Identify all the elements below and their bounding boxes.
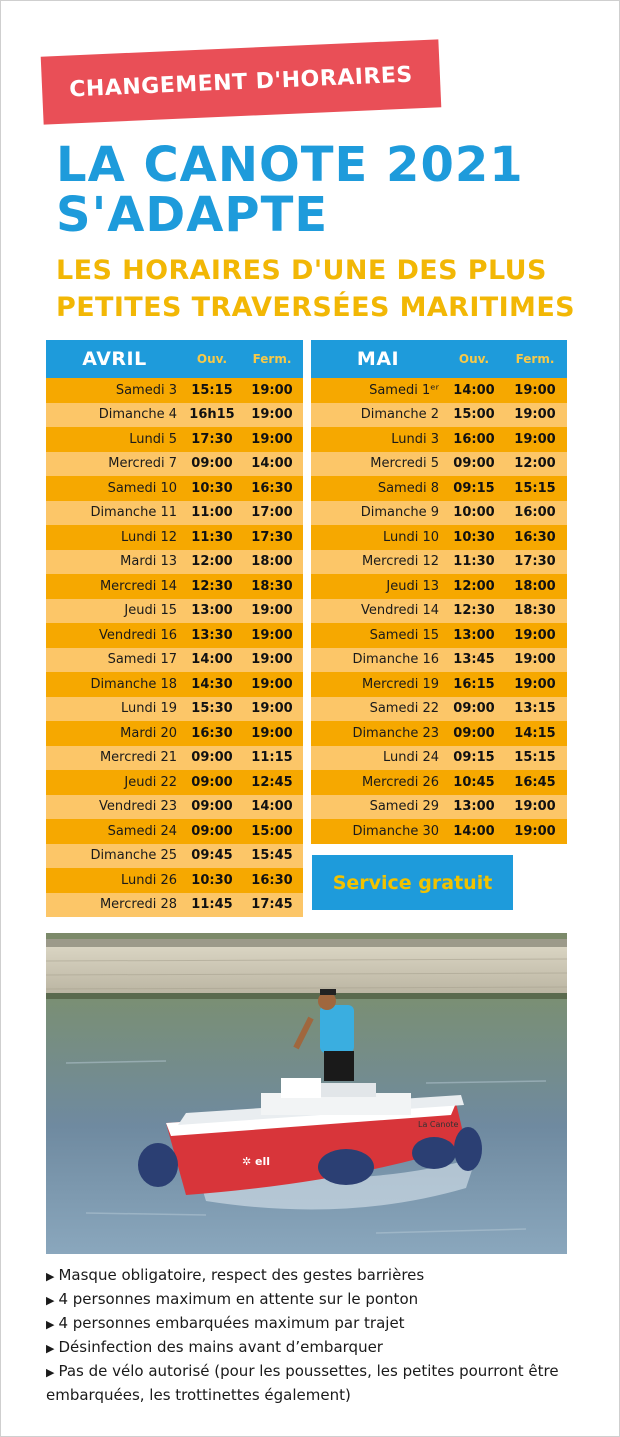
page-subtitle bbox=[56, 252, 616, 326]
opening-time-cell: 14:00 bbox=[183, 648, 241, 673]
schedule-row bbox=[311, 574, 567, 599]
closing-time-cell: 17:30 bbox=[503, 550, 567, 575]
title-line-1: LA CANOTE 2021 bbox=[56, 137, 524, 193]
day-cell: Vendredi 14 bbox=[311, 599, 445, 624]
schedule-row bbox=[46, 476, 303, 501]
schedule-row bbox=[311, 795, 567, 820]
schedule-row bbox=[311, 623, 567, 648]
closing-time-cell: 12:00 bbox=[503, 452, 567, 477]
rule-item bbox=[46, 1312, 606, 1336]
service-gratuit-badge: Service gratuit bbox=[312, 855, 513, 910]
opening-time-cell: 16h15 bbox=[183, 403, 241, 428]
day-cell: Jeudi 22 bbox=[46, 770, 183, 795]
schedule-row bbox=[46, 746, 303, 771]
day-cell: Mercredi 5 bbox=[311, 452, 445, 477]
opening-time-cell: 09:00 bbox=[183, 795, 241, 820]
closing-time-cell: 18:30 bbox=[241, 574, 303, 599]
schedule-row bbox=[311, 378, 567, 403]
schedule-row bbox=[46, 648, 303, 673]
closing-time-cell: 19:00 bbox=[241, 427, 303, 452]
day-cell: Samedi 8 bbox=[311, 476, 445, 501]
day-cell: Vendredi 23 bbox=[46, 795, 183, 820]
opening-time-cell: 13:00 bbox=[183, 599, 241, 624]
day-cell: Mercredi 14 bbox=[46, 574, 183, 599]
opening-time-cell: 10:30 bbox=[183, 868, 241, 893]
schedule-row bbox=[311, 501, 567, 526]
day-cell: Mercredi 26 bbox=[311, 770, 445, 795]
closing-time-cell: 19:00 bbox=[241, 378, 303, 403]
day-cell: Jeudi 13 bbox=[311, 574, 445, 599]
subtitle-line-1: LES HORAIRES D'UNE DES PLUS bbox=[56, 255, 547, 286]
day-cell: Dimanche 30 bbox=[311, 819, 445, 844]
opening-time-cell: 09:00 bbox=[445, 452, 503, 477]
day-cell: Lundi 26 bbox=[46, 868, 183, 893]
closing-time-cell: 15:45 bbox=[241, 844, 303, 869]
closing-time-cell: 16:45 bbox=[503, 770, 567, 795]
closing-time-cell: 19:00 bbox=[241, 672, 303, 697]
boat-name-text: La Canote bbox=[418, 1120, 459, 1129]
schedule-row bbox=[46, 403, 303, 428]
rule-item bbox=[46, 1360, 606, 1406]
opening-time-cell: 12:00 bbox=[183, 550, 241, 575]
closing-time-cell: 11:15 bbox=[241, 746, 303, 771]
day-cell: Samedi 10 bbox=[46, 476, 183, 501]
svg-text:✲ ell: ✲ ell bbox=[242, 1155, 271, 1168]
avril-ferm-header: Ferm. bbox=[241, 340, 303, 378]
schedule-row bbox=[311, 819, 567, 844]
schedule-row bbox=[46, 893, 303, 918]
day-cell: Mercredi 7 bbox=[46, 452, 183, 477]
rule-item bbox=[46, 1288, 606, 1312]
opening-time-cell: 09:00 bbox=[445, 721, 503, 746]
opening-time-cell: 14:00 bbox=[445, 378, 503, 403]
avril-ouv-header: Ouv. bbox=[183, 340, 241, 378]
page-title bbox=[56, 137, 596, 243]
day-cell: Jeudi 15 bbox=[46, 599, 183, 624]
schedule-row bbox=[46, 550, 303, 575]
schedule-row bbox=[46, 501, 303, 526]
closing-time-cell: 16:30 bbox=[241, 868, 303, 893]
day-cell: Samedi 3 bbox=[46, 378, 183, 403]
day-cell: Samedi 29 bbox=[311, 795, 445, 820]
opening-time-cell: 12:30 bbox=[183, 574, 241, 599]
mai-ferm-header: Ferm. bbox=[503, 340, 567, 378]
opening-time-cell: 10:30 bbox=[183, 476, 241, 501]
day-cell: Dimanche 18 bbox=[46, 672, 183, 697]
schedule-row bbox=[311, 525, 567, 550]
banner-text: CHANGEMENT D'HORAIRES bbox=[68, 62, 414, 102]
day-cell: Mardi 13 bbox=[46, 550, 183, 575]
schedule-row bbox=[46, 721, 303, 746]
opening-time-cell: 16:15 bbox=[445, 672, 503, 697]
day-cell: Samedi 22 bbox=[311, 697, 445, 722]
rule-item bbox=[46, 1264, 606, 1288]
closing-time-cell: 19:00 bbox=[503, 795, 567, 820]
closing-time-cell: 19:00 bbox=[241, 599, 303, 624]
opening-time-cell: 09:15 bbox=[445, 476, 503, 501]
opening-time-cell: 14:30 bbox=[183, 672, 241, 697]
closing-time-cell: 19:00 bbox=[503, 623, 567, 648]
schedule-row bbox=[46, 795, 303, 820]
opening-time-cell: 12:00 bbox=[445, 574, 503, 599]
schedule-row bbox=[311, 452, 567, 477]
day-cell: Dimanche 16 bbox=[311, 648, 445, 673]
opening-time-cell: 09:00 bbox=[445, 697, 503, 722]
rule-item bbox=[46, 1336, 606, 1360]
day-cell: Mercredi 19 bbox=[311, 672, 445, 697]
rule-text: 4 personnes embarquées maximum par trajet bbox=[58, 1314, 405, 1332]
schedule-row bbox=[46, 623, 303, 648]
mai-month-header: MAI bbox=[311, 340, 445, 378]
day-cell: Lundi 12 bbox=[46, 525, 183, 550]
schedule-row bbox=[46, 599, 303, 624]
closing-time-cell: 16:30 bbox=[241, 476, 303, 501]
schedule-row bbox=[46, 427, 303, 452]
opening-time-cell: 17:30 bbox=[183, 427, 241, 452]
schedule-row bbox=[311, 427, 567, 452]
schedule-row bbox=[311, 599, 567, 624]
opening-time-cell: 13:00 bbox=[445, 623, 503, 648]
schedule-row bbox=[311, 746, 567, 771]
closing-time-cell: 18:00 bbox=[241, 550, 303, 575]
closing-time-cell: 15:15 bbox=[503, 746, 567, 771]
opening-time-cell: 10:00 bbox=[445, 501, 503, 526]
day-cell: Mercredi 28 bbox=[46, 893, 183, 918]
closing-time-cell: 19:00 bbox=[503, 648, 567, 673]
day-cell: Samedi 15 bbox=[311, 623, 445, 648]
opening-time-cell: 12:30 bbox=[445, 599, 503, 624]
schedule-row bbox=[311, 476, 567, 501]
day-cell: Lundi 24 bbox=[311, 746, 445, 771]
schedule-row bbox=[311, 770, 567, 795]
closing-time-cell: 19:00 bbox=[503, 378, 567, 403]
closing-time-cell: 17:45 bbox=[241, 893, 303, 918]
day-cell: Dimanche 25 bbox=[46, 844, 183, 869]
closing-time-cell: 18:30 bbox=[503, 599, 567, 624]
subtitle-line-2: PETITES TRAVERSÉES MARITIMES bbox=[56, 292, 576, 323]
mai-schedule-table bbox=[311, 340, 567, 844]
schedule-row bbox=[46, 378, 303, 403]
closing-time-cell: 15:00 bbox=[241, 819, 303, 844]
day-cell: Samedi 17 bbox=[46, 648, 183, 673]
closing-time-cell: 17:30 bbox=[241, 525, 303, 550]
closing-time-cell: 16:00 bbox=[503, 501, 567, 526]
opening-time-cell: 11:00 bbox=[183, 501, 241, 526]
day-cell: Dimanche 4 bbox=[46, 403, 183, 428]
closing-time-cell: 14:15 bbox=[503, 721, 567, 746]
schedule-row bbox=[311, 648, 567, 673]
opening-time-cell: 10:45 bbox=[445, 770, 503, 795]
closing-time-cell: 19:00 bbox=[503, 427, 567, 452]
rule-text: Pas de vélo autorisé (pour les poussettes, les petites pourront être embarquées, les trottinettes également) bbox=[46, 1362, 559, 1404]
opening-time-cell: 16:30 bbox=[183, 721, 241, 746]
closing-time-cell: 16:30 bbox=[503, 525, 567, 550]
rule-text: Masque obligatoire, respect des gestes barrières bbox=[58, 1266, 425, 1284]
opening-time-cell: 09:45 bbox=[183, 844, 241, 869]
day-cell: Lundi 3 bbox=[311, 427, 445, 452]
closing-time-cell: 19:00 bbox=[241, 648, 303, 673]
opening-time-cell: 09:15 bbox=[445, 746, 503, 771]
opening-time-cell: 14:00 bbox=[445, 819, 503, 844]
schedule-row bbox=[46, 819, 303, 844]
closing-time-cell: 19:00 bbox=[503, 819, 567, 844]
closing-time-cell: 18:00 bbox=[503, 574, 567, 599]
schedule-row bbox=[46, 844, 303, 869]
closing-time-cell: 19:00 bbox=[241, 403, 303, 428]
avril-schedule-table bbox=[46, 340, 303, 917]
mai-ouv-header: Ouv. bbox=[445, 340, 503, 378]
day-cell: Vendredi 16 bbox=[46, 623, 183, 648]
rule-text: 4 personnes maximum en attente sur le ponton bbox=[58, 1290, 419, 1308]
schedule-row bbox=[46, 672, 303, 697]
bullet-arrow-icon: ▶ bbox=[46, 1294, 55, 1307]
opening-time-cell: 10:30 bbox=[445, 525, 503, 550]
opening-time-cell: 13:30 bbox=[183, 623, 241, 648]
day-cell: Mercredi 21 bbox=[46, 746, 183, 771]
bullet-arrow-icon: ▶ bbox=[46, 1366, 55, 1379]
avril-month-header: AVRIL bbox=[46, 340, 183, 378]
opening-time-cell: 11:45 bbox=[183, 893, 241, 918]
opening-time-cell: 09:00 bbox=[183, 770, 241, 795]
schedule-row bbox=[46, 452, 303, 477]
opening-time-cell: 09:00 bbox=[183, 819, 241, 844]
closing-time-cell: 13:15 bbox=[503, 697, 567, 722]
schedule-row bbox=[311, 550, 567, 575]
day-cell: Lundi 10 bbox=[311, 525, 445, 550]
opening-time-cell: 09:00 bbox=[183, 452, 241, 477]
closing-time-cell: 19:00 bbox=[503, 403, 567, 428]
schedule-row bbox=[311, 697, 567, 722]
schedule-row bbox=[46, 697, 303, 722]
opening-time-cell: 11:30 bbox=[183, 525, 241, 550]
opening-time-cell: 09:00 bbox=[183, 746, 241, 771]
rule-text: Désinfection des mains avant d’embarquer bbox=[58, 1338, 383, 1356]
opening-time-cell: 11:30 bbox=[445, 550, 503, 575]
closing-time-cell: 14:00 bbox=[241, 452, 303, 477]
bullet-arrow-icon: ▶ bbox=[46, 1270, 55, 1283]
day-cell: Mercredi 12 bbox=[311, 550, 445, 575]
closing-time-cell: 19:00 bbox=[241, 697, 303, 722]
closing-time-cell: 19:00 bbox=[503, 672, 567, 697]
schedule-row bbox=[46, 868, 303, 893]
opening-time-cell: 13:00 bbox=[445, 795, 503, 820]
schedule-row bbox=[46, 770, 303, 795]
day-cell: Lundi 19 bbox=[46, 697, 183, 722]
schedule-row bbox=[46, 525, 303, 550]
opening-time-cell: 16:00 bbox=[445, 427, 503, 452]
boat-photo bbox=[46, 933, 567, 1254]
opening-time-cell: 15:15 bbox=[183, 378, 241, 403]
rules-list bbox=[46, 1264, 606, 1406]
schedule-row bbox=[311, 721, 567, 746]
day-cell: Dimanche 23 bbox=[311, 721, 445, 746]
day-cell: Dimanche 11 bbox=[46, 501, 183, 526]
closing-time-cell: 14:00 bbox=[241, 795, 303, 820]
day-cell: Samedi 1ᵉʳ bbox=[311, 378, 445, 403]
closing-time-cell: 19:00 bbox=[241, 623, 303, 648]
opening-time-cell: 15:30 bbox=[183, 697, 241, 722]
schedule-row bbox=[311, 403, 567, 428]
bullet-arrow-icon: ▶ bbox=[46, 1318, 55, 1331]
closing-time-cell: 19:00 bbox=[241, 721, 303, 746]
bullet-arrow-icon: ▶ bbox=[46, 1342, 55, 1355]
schedule-row bbox=[46, 574, 303, 599]
closing-time-cell: 12:45 bbox=[241, 770, 303, 795]
title-line-2: S'ADAPTE bbox=[56, 187, 329, 243]
day-cell: Samedi 24 bbox=[46, 819, 183, 844]
opening-time-cell: 13:45 bbox=[445, 648, 503, 673]
schedule-row bbox=[311, 672, 567, 697]
closing-time-cell: 15:15 bbox=[503, 476, 567, 501]
day-cell: Mardi 20 bbox=[46, 721, 183, 746]
opening-time-cell: 15:00 bbox=[445, 403, 503, 428]
day-cell: Dimanche 2 bbox=[311, 403, 445, 428]
day-cell: Dimanche 9 bbox=[311, 501, 445, 526]
day-cell: Lundi 5 bbox=[46, 427, 183, 452]
closing-time-cell: 17:00 bbox=[241, 501, 303, 526]
